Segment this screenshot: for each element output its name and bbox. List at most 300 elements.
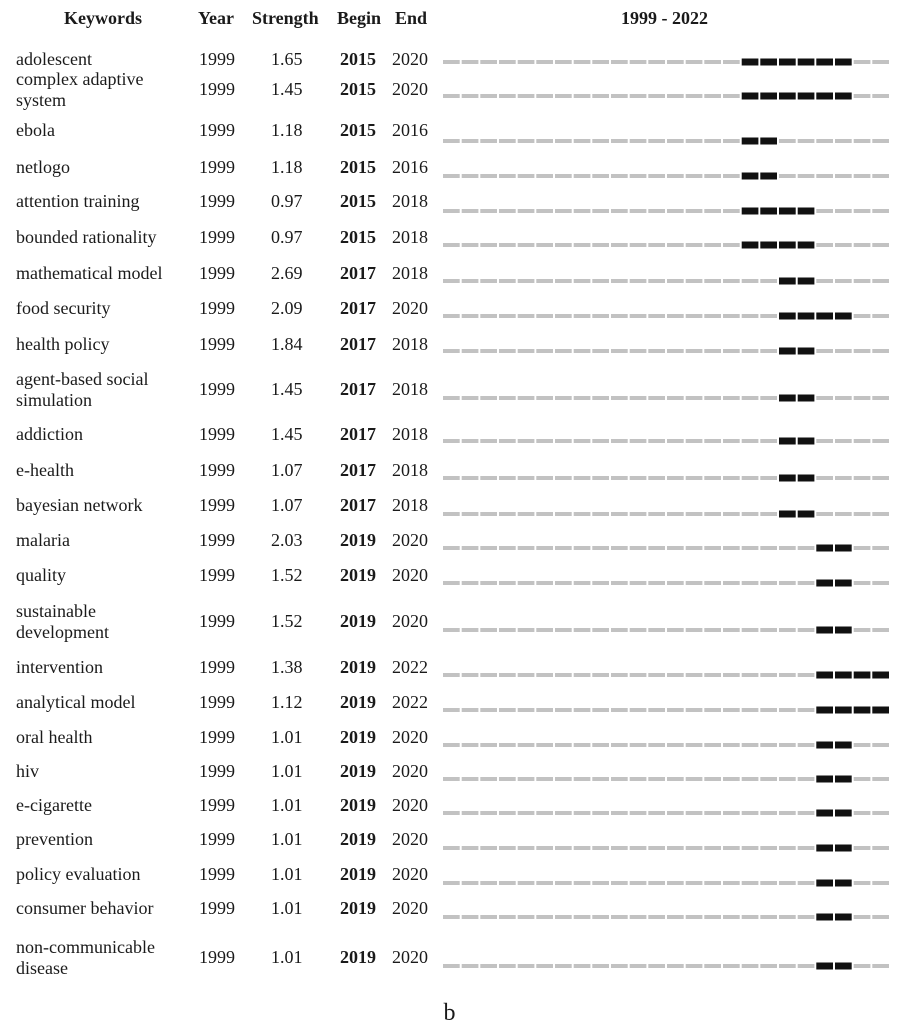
timeline-segment bbox=[798, 708, 815, 712]
timeline-segment bbox=[648, 512, 665, 516]
timeline-segment bbox=[611, 209, 628, 213]
timeline-segment bbox=[555, 628, 572, 632]
end-cell: 2020 bbox=[392, 49, 428, 69]
timeline-segment bbox=[536, 581, 553, 585]
timeline-segment bbox=[723, 846, 740, 850]
timeline-segment bbox=[462, 209, 479, 213]
timeline-segment bbox=[480, 476, 497, 480]
timeline-segment bbox=[779, 743, 796, 747]
timeline-segment bbox=[462, 964, 479, 968]
timeline-segment bbox=[648, 628, 665, 632]
timeline-segment bbox=[518, 512, 535, 516]
timeline-segment bbox=[536, 512, 553, 516]
timeline-segment bbox=[574, 708, 591, 712]
year-cell: 1999 bbox=[199, 191, 235, 211]
burst-segment bbox=[760, 208, 777, 215]
timeline-segment bbox=[704, 396, 721, 400]
timeline-segment bbox=[499, 811, 516, 815]
timeline-segment bbox=[742, 708, 759, 712]
timeline-segment bbox=[611, 628, 628, 632]
timeline-segment bbox=[574, 94, 591, 98]
timeline-segment bbox=[816, 279, 833, 283]
timeline-segment bbox=[555, 396, 572, 400]
header-keywords: Keywords bbox=[64, 8, 142, 28]
begin-cell: 2019 bbox=[340, 565, 376, 585]
timeline-segment bbox=[779, 546, 796, 550]
timeline-segment bbox=[462, 546, 479, 550]
timeline-segment bbox=[443, 846, 460, 850]
timeline-segment bbox=[443, 915, 460, 919]
begin-cell: 2015 bbox=[340, 191, 376, 211]
burst-segment bbox=[798, 313, 815, 320]
timeline-segment bbox=[742, 777, 759, 781]
timeline-segment bbox=[536, 314, 553, 318]
timeline-segment bbox=[667, 546, 684, 550]
timeline-segment bbox=[555, 673, 572, 677]
timeline-segment bbox=[592, 546, 609, 550]
timeline-segment bbox=[574, 964, 591, 968]
timeline-segment bbox=[555, 811, 572, 815]
timeline-segment bbox=[760, 396, 777, 400]
timeline-segment bbox=[760, 349, 777, 353]
timeline-segment bbox=[667, 512, 684, 516]
burst-segment bbox=[835, 707, 852, 714]
timeline-segment bbox=[555, 546, 572, 550]
timeline-segment bbox=[630, 396, 647, 400]
timeline-segment bbox=[630, 349, 647, 353]
header-strength: Strength bbox=[252, 8, 319, 28]
timeline-segment bbox=[518, 349, 535, 353]
burst-segment bbox=[742, 242, 759, 249]
strength-cell: 1.65 bbox=[271, 49, 303, 69]
year-cell: 1999 bbox=[199, 657, 235, 677]
burst-segment bbox=[742, 93, 759, 100]
timeline-segment bbox=[872, 811, 889, 815]
strength-cell: 1.18 bbox=[271, 120, 303, 140]
timeline-segment bbox=[760, 581, 777, 585]
timeline-segment bbox=[723, 314, 740, 318]
timeline-segment bbox=[854, 846, 871, 850]
timeline-segment bbox=[443, 743, 460, 747]
timeline-segment bbox=[574, 846, 591, 850]
burst-segment bbox=[816, 845, 833, 852]
keyword-label: bayesian network bbox=[16, 495, 143, 515]
timeline-segment bbox=[704, 243, 721, 247]
timeline-segment bbox=[499, 743, 516, 747]
end-cell: 2022 bbox=[392, 692, 428, 712]
year-cell: 1999 bbox=[199, 334, 235, 354]
keyword-label: food security bbox=[16, 298, 111, 318]
burst-segment bbox=[779, 511, 796, 518]
timeline-segment bbox=[630, 174, 647, 178]
timeline-segment bbox=[611, 777, 628, 781]
timeline-segment bbox=[443, 708, 460, 712]
strength-cell: 1.01 bbox=[271, 864, 303, 884]
timeline-segment bbox=[686, 209, 703, 213]
timeline-segment bbox=[854, 174, 871, 178]
timeline-segment bbox=[798, 811, 815, 815]
timeline-segment bbox=[555, 314, 572, 318]
keyword-label: sustainable development bbox=[16, 601, 109, 642]
timeline-segment bbox=[499, 396, 516, 400]
timeline-segment bbox=[723, 94, 740, 98]
burst-segment bbox=[835, 672, 852, 679]
timeline-segment bbox=[760, 512, 777, 516]
year-cell: 1999 bbox=[199, 298, 235, 318]
timeline-segment bbox=[536, 777, 553, 781]
keyword-label: quality bbox=[16, 565, 66, 585]
timeline-segment bbox=[686, 881, 703, 885]
timeline-segment bbox=[723, 708, 740, 712]
timeline-segment bbox=[667, 581, 684, 585]
timeline-segment bbox=[686, 915, 703, 919]
end-cell: 2018 bbox=[392, 227, 428, 247]
burst-segment bbox=[816, 914, 833, 921]
timeline-segment bbox=[742, 512, 759, 516]
timeline-segment bbox=[499, 546, 516, 550]
timeline-segment bbox=[704, 846, 721, 850]
timeline-segment bbox=[480, 777, 497, 781]
strength-cell: 1.01 bbox=[271, 898, 303, 918]
timeline-segment bbox=[816, 512, 833, 516]
timeline-segment bbox=[667, 915, 684, 919]
timeline-segment bbox=[518, 174, 535, 178]
timeline-segment bbox=[630, 243, 647, 247]
burst-segment bbox=[798, 278, 815, 285]
timeline-segment bbox=[816, 349, 833, 353]
timeline-segment bbox=[667, 396, 684, 400]
timeline-segment bbox=[854, 743, 871, 747]
timeline-segment bbox=[499, 349, 516, 353]
end-cell: 2018 bbox=[392, 460, 428, 480]
timeline-segment bbox=[760, 279, 777, 283]
end-cell: 2020 bbox=[392, 298, 428, 318]
timeline-segment bbox=[574, 139, 591, 143]
timeline-segment bbox=[723, 174, 740, 178]
timeline-segment bbox=[630, 811, 647, 815]
timeline-segment bbox=[592, 349, 609, 353]
end-cell: 2020 bbox=[392, 727, 428, 747]
timeline-segment bbox=[835, 174, 852, 178]
burst-segment bbox=[816, 810, 833, 817]
timeline-segment bbox=[574, 314, 591, 318]
end-cell: 2020 bbox=[392, 530, 428, 550]
timeline-segment bbox=[611, 476, 628, 480]
timeline-segment bbox=[630, 673, 647, 677]
keyword-label: bounded rationality bbox=[16, 227, 157, 247]
end-cell: 2020 bbox=[392, 829, 428, 849]
timeline-segment bbox=[686, 314, 703, 318]
end-cell: 2018 bbox=[392, 424, 428, 444]
timeline-segment bbox=[704, 743, 721, 747]
timeline-segment bbox=[592, 628, 609, 632]
burst-segment bbox=[816, 963, 833, 970]
timeline-segment bbox=[592, 476, 609, 480]
timeline-segment bbox=[592, 512, 609, 516]
timeline-segment bbox=[536, 94, 553, 98]
burst-segment bbox=[816, 742, 833, 749]
timeline-segment bbox=[574, 628, 591, 632]
timeline-segment bbox=[723, 139, 740, 143]
timeline-segment bbox=[854, 964, 871, 968]
keyword-label: intervention bbox=[16, 657, 103, 677]
timeline-segment bbox=[499, 60, 516, 64]
timeline-segment bbox=[854, 811, 871, 815]
timeline-segment bbox=[462, 243, 479, 247]
burst-segment bbox=[816, 313, 833, 320]
timeline-segment bbox=[704, 915, 721, 919]
timeline-segment bbox=[592, 279, 609, 283]
timeline-segment bbox=[723, 743, 740, 747]
timeline-segment bbox=[835, 439, 852, 443]
timeline-segment bbox=[648, 673, 665, 677]
timeline-segment bbox=[760, 743, 777, 747]
timeline-segment bbox=[648, 476, 665, 480]
timeline-segment bbox=[854, 439, 871, 443]
timeline-segment bbox=[462, 314, 479, 318]
timeline-segment bbox=[462, 708, 479, 712]
timeline-segment bbox=[462, 439, 479, 443]
timeline-segment bbox=[648, 846, 665, 850]
timeline-segment bbox=[555, 512, 572, 516]
timeline-segment bbox=[592, 915, 609, 919]
end-cell: 2018 bbox=[392, 191, 428, 211]
burst-segment bbox=[854, 672, 871, 679]
timeline-segment bbox=[499, 581, 516, 585]
timeline-segment bbox=[872, 243, 889, 247]
timeline-segment bbox=[798, 581, 815, 585]
timeline-segment bbox=[648, 546, 665, 550]
timeline-segment bbox=[499, 314, 516, 318]
timeline-segment bbox=[518, 743, 535, 747]
timeline-segment bbox=[798, 673, 815, 677]
burst-segment bbox=[760, 59, 777, 66]
burst-segment bbox=[798, 208, 815, 215]
timeline-segment bbox=[555, 476, 572, 480]
timeline-segment bbox=[760, 881, 777, 885]
begin-cell: 2019 bbox=[340, 864, 376, 884]
timeline-segment bbox=[611, 708, 628, 712]
timeline-segment bbox=[760, 439, 777, 443]
timeline-segment bbox=[854, 581, 871, 585]
timeline-segment bbox=[872, 94, 889, 98]
timeline-segment bbox=[592, 777, 609, 781]
timeline-segment bbox=[443, 94, 460, 98]
strength-cell: 1.07 bbox=[271, 460, 303, 480]
timeline-segment bbox=[854, 915, 871, 919]
timeline-segment bbox=[686, 581, 703, 585]
timeline-segment bbox=[854, 139, 871, 143]
timeline-segment bbox=[648, 964, 665, 968]
timeline-segment bbox=[854, 546, 871, 550]
timeline-segment bbox=[798, 915, 815, 919]
timeline-segment bbox=[555, 279, 572, 283]
timeline-segment bbox=[462, 846, 479, 850]
timeline-segment bbox=[443, 396, 460, 400]
timeline-segment bbox=[798, 628, 815, 632]
timeline-segment bbox=[723, 581, 740, 585]
timeline-segment bbox=[667, 94, 684, 98]
timeline-segment bbox=[592, 174, 609, 178]
timeline-segment bbox=[518, 581, 535, 585]
strength-cell: 2.69 bbox=[271, 263, 303, 283]
timeline-segment bbox=[611, 439, 628, 443]
burst-segment bbox=[816, 672, 833, 679]
year-cell: 1999 bbox=[199, 49, 235, 69]
timeline-segment bbox=[648, 279, 665, 283]
begin-cell: 2019 bbox=[340, 829, 376, 849]
timeline-segment bbox=[518, 628, 535, 632]
timeline-segment bbox=[704, 964, 721, 968]
timeline-segment bbox=[648, 174, 665, 178]
timeline-segment bbox=[555, 94, 572, 98]
timeline-segment bbox=[574, 777, 591, 781]
year-cell: 1999 bbox=[199, 795, 235, 815]
timeline-segment bbox=[872, 512, 889, 516]
timeline-segment bbox=[630, 964, 647, 968]
timeline-segment bbox=[443, 673, 460, 677]
end-cell: 2020 bbox=[392, 611, 428, 631]
year-cell: 1999 bbox=[199, 611, 235, 631]
burst-segment bbox=[835, 59, 852, 66]
timeline-segment bbox=[574, 174, 591, 178]
burst-segment bbox=[742, 59, 759, 66]
timeline-segment bbox=[648, 439, 665, 443]
timeline-segment bbox=[518, 243, 535, 247]
timeline-segment bbox=[555, 439, 572, 443]
timeline-segment bbox=[798, 174, 815, 178]
begin-cell: 2015 bbox=[340, 79, 376, 99]
timeline-segment bbox=[816, 174, 833, 178]
year-cell: 1999 bbox=[199, 692, 235, 712]
timeline-segment bbox=[499, 439, 516, 443]
burst-segment bbox=[835, 880, 852, 887]
timeline-segment bbox=[499, 243, 516, 247]
year-cell: 1999 bbox=[199, 120, 235, 140]
timeline-segment bbox=[592, 139, 609, 143]
timeline-segment bbox=[723, 209, 740, 213]
timeline-segment bbox=[462, 512, 479, 516]
timeline-segment bbox=[723, 396, 740, 400]
burst-segment bbox=[835, 545, 852, 552]
timeline-segment bbox=[630, 846, 647, 850]
timeline-segment bbox=[592, 964, 609, 968]
timeline-segment bbox=[667, 777, 684, 781]
timeline-segment bbox=[536, 476, 553, 480]
timeline-segment bbox=[704, 174, 721, 178]
burst-segment bbox=[835, 810, 852, 817]
begin-cell: 2019 bbox=[340, 727, 376, 747]
burst-segment bbox=[779, 438, 796, 445]
burst-segment bbox=[835, 313, 852, 320]
timeline-segment bbox=[499, 139, 516, 143]
keyword-label: ebola bbox=[16, 120, 55, 140]
timeline-segment bbox=[499, 476, 516, 480]
timeline-segment bbox=[611, 915, 628, 919]
timeline-segment bbox=[630, 628, 647, 632]
year-cell: 1999 bbox=[199, 761, 235, 781]
timeline-segment bbox=[574, 881, 591, 885]
timeline-segment bbox=[779, 139, 796, 143]
keyword-label: prevention bbox=[16, 829, 93, 849]
timeline-segment bbox=[816, 209, 833, 213]
timeline-segment bbox=[518, 476, 535, 480]
keyword-label: consumer behavior bbox=[16, 898, 154, 918]
timeline-segment bbox=[779, 628, 796, 632]
timeline-segment bbox=[462, 349, 479, 353]
timeline-segment bbox=[630, 209, 647, 213]
keyword-label: policy evaluation bbox=[16, 864, 141, 884]
timeline-segment bbox=[443, 512, 460, 516]
timeline-segment bbox=[518, 94, 535, 98]
timeline-segment bbox=[686, 139, 703, 143]
timeline-segment bbox=[518, 915, 535, 919]
timeline-segment bbox=[723, 777, 740, 781]
burst-segment bbox=[816, 880, 833, 887]
timeline-segment bbox=[648, 708, 665, 712]
timeline-segment bbox=[779, 915, 796, 919]
timeline-segment bbox=[779, 708, 796, 712]
timeline-segment bbox=[686, 846, 703, 850]
timeline-segment bbox=[574, 243, 591, 247]
timeline-segment bbox=[499, 512, 516, 516]
begin-cell: 2015 bbox=[340, 49, 376, 69]
timeline-segment bbox=[686, 546, 703, 550]
keyword-label: hiv bbox=[16, 761, 40, 781]
timeline-segment bbox=[480, 139, 497, 143]
timeline-segment bbox=[574, 439, 591, 443]
timeline-segment bbox=[574, 279, 591, 283]
timeline-segment bbox=[630, 881, 647, 885]
timeline-segment bbox=[835, 243, 852, 247]
timeline-segment bbox=[798, 743, 815, 747]
timeline-segment bbox=[536, 915, 553, 919]
timeline-segment bbox=[854, 396, 871, 400]
timeline-segment bbox=[667, 964, 684, 968]
timeline-segment bbox=[667, 279, 684, 283]
strength-cell: 1.01 bbox=[271, 947, 303, 967]
timeline-segment bbox=[480, 209, 497, 213]
timeline-segment bbox=[648, 243, 665, 247]
timeline-segment bbox=[742, 846, 759, 850]
timeline-segment bbox=[555, 243, 572, 247]
timeline-segment bbox=[536, 279, 553, 283]
timeline-segment bbox=[443, 174, 460, 178]
burst-segment bbox=[742, 138, 759, 145]
timeline-segment bbox=[704, 94, 721, 98]
timeline-segment bbox=[518, 209, 535, 213]
timeline-segment bbox=[574, 476, 591, 480]
timeline-segment bbox=[760, 846, 777, 850]
timeline-segment bbox=[686, 349, 703, 353]
keyword-label: mathematical model bbox=[16, 263, 163, 283]
timeline-segment bbox=[574, 512, 591, 516]
timeline-segment bbox=[667, 476, 684, 480]
timeline-segment bbox=[872, 777, 889, 781]
burst-segment bbox=[779, 208, 796, 215]
timeline-segment bbox=[499, 964, 516, 968]
timeline-segment bbox=[667, 314, 684, 318]
timeline-segment bbox=[462, 476, 479, 480]
timeline-segment bbox=[630, 512, 647, 516]
timeline-segment bbox=[536, 673, 553, 677]
keyword-label: e-cigarette bbox=[16, 795, 92, 815]
timeline-segment bbox=[742, 964, 759, 968]
timeline-segment bbox=[667, 673, 684, 677]
timeline-segment bbox=[611, 546, 628, 550]
timeline-segment bbox=[462, 743, 479, 747]
timeline-segment bbox=[480, 512, 497, 516]
